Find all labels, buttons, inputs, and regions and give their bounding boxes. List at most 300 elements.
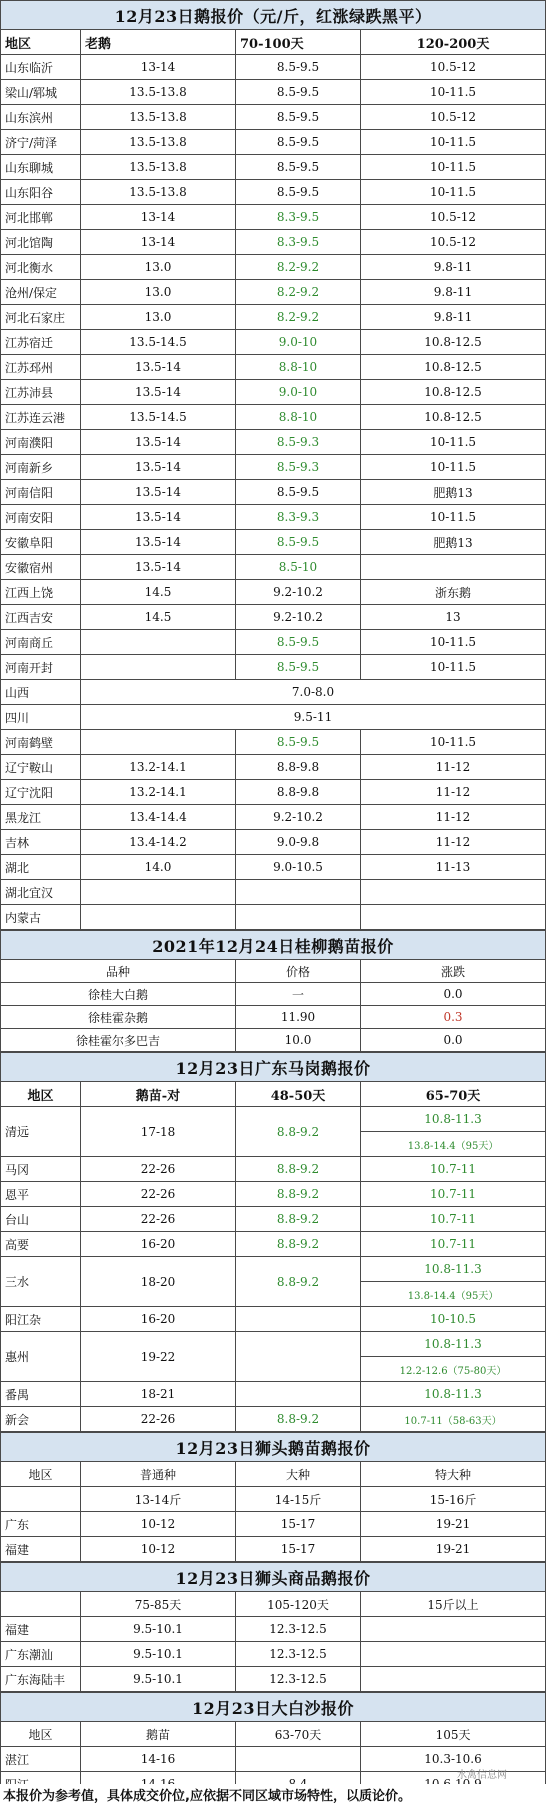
table-row	[1, 205, 546, 230]
old-goose-cell: 13.0	[81, 280, 236, 305]
price-cell	[236, 1747, 361, 1772]
d65-cell: 10-10.5	[361, 1307, 546, 1332]
old-goose-cell: 13.5-13.8	[81, 130, 236, 155]
merged-price-cell: 9.5-11	[81, 705, 546, 730]
old-goose-cell: 14.5	[81, 580, 236, 605]
d120-cell: 11-12	[361, 755, 546, 780]
d48-cell	[236, 1332, 361, 1382]
table-row	[1, 1537, 546, 1562]
section-title: 12月23日大白沙报价	[1, 1693, 546, 1722]
breed-cell: 徐桂大白鹅	[1, 983, 236, 1006]
d70-cell: 8.5-9.5	[236, 80, 361, 105]
table-row	[1, 1107, 546, 1132]
table-row	[1, 830, 546, 855]
old-goose-cell: 13.5-13.8	[81, 80, 236, 105]
d70-cell: 8.5-9.5	[236, 655, 361, 680]
old-goose-cell: 13.5-13.8	[81, 105, 236, 130]
d120-cell: 10.8-12.5	[361, 380, 546, 405]
region-cell: 山东临沂	[1, 55, 81, 80]
region-cell: 江苏连云港	[1, 405, 81, 430]
table-row	[1, 855, 546, 880]
header-row	[1, 1462, 546, 1487]
change-cell: 0.3	[361, 1006, 546, 1029]
old-goose-cell: 13-14	[81, 55, 236, 80]
table-row	[1, 105, 546, 130]
table-row	[1, 1257, 546, 1282]
table-row	[1, 130, 546, 155]
region-cell: 湛江	[1, 1747, 81, 1772]
d120-cell: 10-11.5	[361, 655, 546, 680]
d70-cell: 8.3-9.3	[236, 505, 361, 530]
old-goose-cell: 13.2-14.1	[81, 780, 236, 805]
d65-cell: 12.2-12.6（75-80天）	[361, 1357, 546, 1382]
d70-cell: 9.2-10.2	[236, 805, 361, 830]
price-cell: 13-14斤	[81, 1487, 236, 1512]
price-cell: 11.90	[236, 1006, 361, 1029]
gosling-cell: 18-20	[81, 1257, 236, 1307]
region-cell: 江苏宿迁	[1, 330, 81, 355]
table-row	[1, 1487, 546, 1512]
price-cell: 15-17	[236, 1512, 361, 1537]
d65-cell: 10.7-11	[361, 1232, 546, 1257]
d70-cell: 8.5-9.5	[236, 180, 361, 205]
table-row	[1, 880, 546, 905]
region-cell: 河南濮阳	[1, 430, 81, 455]
region-cell: 湖北宜汉	[1, 880, 81, 905]
column-header: 75-85天	[81, 1592, 236, 1617]
column-header	[1, 1592, 81, 1617]
old-goose-cell: 13.5-14	[81, 355, 236, 380]
column-header: 63-70天	[236, 1722, 361, 1747]
table-row	[1, 555, 546, 580]
column-header: 15斤以上	[361, 1592, 546, 1617]
table-row	[1, 1029, 546, 1052]
gosling-cell: 22-26	[81, 1207, 236, 1232]
gosling-cell: 22-26	[81, 1157, 236, 1182]
d120-cell: 13	[361, 605, 546, 630]
old-goose-cell	[81, 655, 236, 680]
d70-cell: 8.3-9.5	[236, 205, 361, 230]
table-row	[1, 983, 546, 1006]
price-cell: 9.5-10.1	[81, 1667, 236, 1692]
old-goose-cell: 13.5-14.5	[81, 405, 236, 430]
header-row	[1, 1722, 546, 1747]
table-row	[1, 1006, 546, 1029]
region-cell: 广东	[1, 1512, 81, 1537]
column-header: 品种	[1, 960, 236, 983]
d120-cell: 10-11.5	[361, 155, 546, 180]
region-cell: 三水	[1, 1257, 81, 1307]
d65-cell: 10.8-11.3	[361, 1332, 546, 1357]
d120-cell: 10.5-12	[361, 55, 546, 80]
table-row	[1, 1232, 546, 1257]
price-cell: 19-21	[361, 1512, 546, 1537]
section-title: 2021年12月24日桂柳鹅苗报价	[1, 931, 546, 960]
region-cell: 湖北	[1, 855, 81, 880]
region-cell: 惠州	[1, 1332, 81, 1382]
region-cell: 河北邯郸	[1, 205, 81, 230]
table-row	[1, 505, 546, 530]
table-row	[1, 1617, 546, 1642]
region-cell: 河南信阳	[1, 480, 81, 505]
d70-cell: 8.5-9.3	[236, 455, 361, 480]
price-cell: 10-12	[81, 1537, 236, 1562]
section-title: 12月23日狮头商品鹅报价	[1, 1563, 546, 1592]
table-row	[1, 1332, 546, 1357]
old-goose-cell: 13-14	[81, 230, 236, 255]
d120-cell: 11-12	[361, 805, 546, 830]
region-cell: 山西	[1, 680, 81, 705]
d70-cell	[236, 905, 361, 930]
price-cell: 9.5-10.1	[81, 1617, 236, 1642]
region-cell: 河北衡水	[1, 255, 81, 280]
region-cell: 河南安阳	[1, 505, 81, 530]
section-title: 12月23日广东马岗鹅报价	[1, 1053, 546, 1082]
price-cell	[361, 1642, 546, 1667]
d70-cell: 8.5-9.5	[236, 130, 361, 155]
old-goose-cell: 13.0	[81, 255, 236, 280]
table-row	[1, 80, 546, 105]
region-cell: 河南新乡	[1, 455, 81, 480]
table-row	[1, 530, 546, 555]
region-cell: 福建	[1, 1617, 81, 1642]
d120-cell: 9.8-11	[361, 280, 546, 305]
table-row	[1, 1642, 546, 1667]
old-goose-cell: 13.5-14	[81, 555, 236, 580]
table-row	[1, 1157, 546, 1182]
region-cell: 恩平	[1, 1182, 81, 1207]
gosling-cell: 22-26	[81, 1182, 236, 1207]
table-row	[1, 380, 546, 405]
d120-cell: 10.8-12.5	[361, 405, 546, 430]
region-cell: 梁山/郓城	[1, 80, 81, 105]
column-header: 地区	[1, 1462, 81, 1487]
price-cell: 9.5-10.1	[81, 1642, 236, 1667]
region-cell: 广东潮汕	[1, 1642, 81, 1667]
old-goose-cell: 13.5-13.8	[81, 180, 236, 205]
table-row	[1, 905, 546, 930]
d48-cell	[236, 1382, 361, 1407]
d120-cell	[361, 905, 546, 930]
price-cell: 15-17	[236, 1537, 361, 1562]
d120-cell	[361, 880, 546, 905]
d70-cell: 8.5-9.5	[236, 155, 361, 180]
gosling-cell: 18-21	[81, 1382, 236, 1407]
d48-cell: 8.8-9.2	[236, 1207, 361, 1232]
table-row	[1, 330, 546, 355]
d48-cell: 8.8-9.2	[236, 1157, 361, 1182]
price-cell	[361, 1617, 546, 1642]
region-cell: 山东阳谷	[1, 180, 81, 205]
price-cell: 12.3-12.5	[236, 1642, 361, 1667]
d120-cell: 10.5-12	[361, 105, 546, 130]
region-cell: 河北石家庄	[1, 305, 81, 330]
d70-cell	[236, 880, 361, 905]
d70-cell: 9.2-10.2	[236, 605, 361, 630]
section-title: 12月23日鹅报价（元/斤，红涨绿跌黑平）	[1, 1, 546, 30]
region-cell: 沧州/保定	[1, 280, 81, 305]
old-goose-cell	[81, 880, 236, 905]
d70-cell: 8.8-10	[236, 355, 361, 380]
dabaisha-table	[0, 1692, 546, 1797]
region-cell: 广东海陆丰	[1, 1667, 81, 1692]
price-cell: 12.3-12.5	[236, 1617, 361, 1642]
column-header: 120-200天	[361, 30, 546, 55]
region-cell: 福建	[1, 1537, 81, 1562]
d65-cell: 10.8-11.3	[361, 1382, 546, 1407]
d120-cell: 肥鹅13	[361, 480, 546, 505]
region-cell: 阳江杂	[1, 1307, 81, 1332]
table-row	[1, 1667, 546, 1692]
old-goose-cell: 13.0	[81, 305, 236, 330]
region-cell: 安徽阜阳	[1, 530, 81, 555]
price-cell: 10.3-10.6	[361, 1747, 546, 1772]
region-cell: 辽宁沈阳	[1, 780, 81, 805]
old-goose-cell: 13.4-14.2	[81, 830, 236, 855]
price-cell: 14-16	[81, 1747, 236, 1772]
d70-cell: 8.2-9.2	[236, 305, 361, 330]
price-cell: 14-15斤	[236, 1487, 361, 1512]
column-header: 普通种	[81, 1462, 236, 1487]
d70-cell: 8.8-10	[236, 405, 361, 430]
table-row	[1, 780, 546, 805]
d48-cell: 8.8-9.2	[236, 1107, 361, 1157]
d120-cell: 肥鹅13	[361, 530, 546, 555]
header-row	[1, 1592, 546, 1617]
old-goose-cell: 13.5-14	[81, 505, 236, 530]
column-header: 48-50天	[236, 1082, 361, 1107]
table-row	[1, 730, 546, 755]
region-cell: 内蒙古	[1, 905, 81, 930]
table-row	[1, 655, 546, 680]
old-goose-cell: 13.5-14.5	[81, 330, 236, 355]
region-cell: 江西吉安	[1, 605, 81, 630]
region-cell: 江苏沛县	[1, 380, 81, 405]
table-row	[1, 605, 546, 630]
table-row	[1, 405, 546, 430]
d70-cell: 8.5-9.5	[236, 480, 361, 505]
table-row	[1, 805, 546, 830]
d120-cell: 10.5-12	[361, 230, 546, 255]
d65-cell: 13.8-14.4（95天）	[361, 1282, 546, 1307]
price-cell: 15-16斤	[361, 1487, 546, 1512]
table-row	[1, 480, 546, 505]
section-title-row	[1, 1693, 546, 1722]
table-row	[1, 255, 546, 280]
old-goose-cell	[81, 905, 236, 930]
old-goose-cell: 13.5-14	[81, 480, 236, 505]
d120-cell: 10-11.5	[361, 180, 546, 205]
d70-cell: 8.2-9.2	[236, 255, 361, 280]
gosling-cell: 16-20	[81, 1307, 236, 1332]
region-cell: 四川	[1, 705, 81, 730]
gosling-cell: 19-22	[81, 1332, 236, 1382]
table-row	[1, 580, 546, 605]
d70-cell: 8.5-9.5	[236, 55, 361, 80]
old-goose-cell	[81, 730, 236, 755]
d70-cell: 9.2-10.2	[236, 580, 361, 605]
d70-cell: 9.0-9.8	[236, 830, 361, 855]
region-cell: 山东聊城	[1, 155, 81, 180]
region-cell	[1, 1487, 81, 1512]
price-cell	[361, 1667, 546, 1692]
price-cell: 10-12	[81, 1512, 236, 1537]
column-header: 105-120天	[236, 1592, 361, 1617]
old-goose-cell: 13.5-14	[81, 430, 236, 455]
d65-cell: 10.7-11（58-63天）	[361, 1407, 546, 1432]
table-row	[1, 1407, 546, 1432]
d120-cell	[361, 555, 546, 580]
price-cell: 10.0	[236, 1029, 361, 1052]
table-row	[1, 280, 546, 305]
d70-cell: 8.5-9.3	[236, 430, 361, 455]
region-cell: 吉林	[1, 830, 81, 855]
d120-cell: 10.8-12.5	[361, 330, 546, 355]
column-header: 70-100天	[236, 30, 361, 55]
table-row	[1, 755, 546, 780]
d65-cell: 10.8-11.3	[361, 1107, 546, 1132]
d48-cell: 8.8-9.2	[236, 1407, 361, 1432]
table-row	[1, 430, 546, 455]
region-cell: 番禺	[1, 1382, 81, 1407]
table-row	[1, 305, 546, 330]
price-cell: 一	[236, 983, 361, 1006]
table-row	[1, 1182, 546, 1207]
d70-cell: 8.8-9.8	[236, 755, 361, 780]
old-goose-cell: 13.5-14	[81, 530, 236, 555]
d120-cell: 11-12	[361, 830, 546, 855]
breed-cell: 徐桂霍杂鹅	[1, 1006, 236, 1029]
section-title-row	[1, 1433, 546, 1462]
price-cell: 19-21	[361, 1537, 546, 1562]
d120-cell: 10-11.5	[361, 130, 546, 155]
header-row	[1, 30, 546, 55]
column-header: 地区	[1, 1722, 81, 1747]
column-header: 地区	[1, 30, 81, 55]
table-row	[1, 355, 546, 380]
region-cell: 河南商丘	[1, 630, 81, 655]
d120-cell: 浙东鹅	[361, 580, 546, 605]
region-cell: 江苏邳州	[1, 355, 81, 380]
table-row	[1, 705, 546, 730]
d70-cell: 9.0-10.5	[236, 855, 361, 880]
column-header: 65-70天	[361, 1082, 546, 1107]
region-cell: 辽宁鞍山	[1, 755, 81, 780]
header-row	[1, 1082, 546, 1107]
column-header: 鹅苗	[81, 1722, 236, 1747]
gosling-cell: 17-18	[81, 1107, 236, 1157]
section-title-row	[1, 1, 546, 30]
old-goose-cell: 13.5-13.8	[81, 155, 236, 180]
region-cell: 河南鹤壁	[1, 730, 81, 755]
region-cell: 高要	[1, 1232, 81, 1257]
gosling-cell: 16-20	[81, 1232, 236, 1257]
d70-cell: 8.2-9.2	[236, 280, 361, 305]
d120-cell: 9.8-11	[361, 305, 546, 330]
d70-cell: 9.0-10	[236, 380, 361, 405]
region-cell: 黑龙江	[1, 805, 81, 830]
d48-cell: 8.8-9.2	[236, 1182, 361, 1207]
old-goose-cell: 14.0	[81, 855, 236, 880]
table-row	[1, 1382, 546, 1407]
table-row	[1, 1307, 546, 1332]
region-cell: 江西上饶	[1, 580, 81, 605]
guiliu-gosling-table	[0, 930, 546, 1052]
d120-cell: 9.8-11	[361, 255, 546, 280]
d120-cell: 10-11.5	[361, 455, 546, 480]
column-header: 鹅苗-对	[81, 1082, 236, 1107]
table-row	[1, 680, 546, 705]
d70-cell: 8.3-9.5	[236, 230, 361, 255]
d70-cell: 8.5-9.5	[236, 630, 361, 655]
d48-cell: 8.8-9.2	[236, 1257, 361, 1307]
old-goose-cell	[81, 630, 236, 655]
region-cell: 马冈	[1, 1157, 81, 1182]
column-header: 特大种	[361, 1462, 546, 1487]
header-row	[1, 960, 546, 983]
column-header: 大种	[236, 1462, 361, 1487]
d120-cell: 10-11.5	[361, 505, 546, 530]
d120-cell: 10-11.5	[361, 80, 546, 105]
section-title-row	[1, 931, 546, 960]
d70-cell: 8.5-9.5	[236, 530, 361, 555]
table-row	[1, 180, 546, 205]
table-row	[1, 455, 546, 480]
d65-cell: 10.7-11	[361, 1157, 546, 1182]
change-cell: 0.0	[361, 1029, 546, 1052]
old-goose-cell: 13.5-14	[81, 455, 236, 480]
table-row	[1, 55, 546, 80]
column-header: 105天	[361, 1722, 546, 1747]
old-goose-cell: 13.4-14.4	[81, 805, 236, 830]
price-cell: 12.3-12.5	[236, 1667, 361, 1692]
column-header: 涨跌	[361, 960, 546, 983]
column-header: 地区	[1, 1082, 81, 1107]
footer-note: 本报价为参考值，具体成交价位,应依据不同区域市场特性，以质论价。	[0, 1784, 547, 1810]
region-cell: 清远	[1, 1107, 81, 1157]
old-goose-cell: 13.2-14.1	[81, 755, 236, 780]
table-row	[1, 230, 546, 255]
region-cell: 山东滨州	[1, 105, 81, 130]
d120-cell: 10-11.5	[361, 730, 546, 755]
d120-cell: 10.5-12	[361, 205, 546, 230]
d120-cell: 10.8-12.5	[361, 355, 546, 380]
magang-goose-table	[0, 1052, 546, 1432]
d65-cell: 10.7-11	[361, 1207, 546, 1232]
merged-price-cell: 7.0-8.0	[81, 680, 546, 705]
d120-cell: 11-13	[361, 855, 546, 880]
d70-cell: 8.5-9.5	[236, 105, 361, 130]
d120-cell: 10-11.5	[361, 430, 546, 455]
region-cell: 河北馆陶	[1, 230, 81, 255]
region-cell: 新会	[1, 1407, 81, 1432]
section-title-row	[1, 1053, 546, 1082]
old-goose-cell: 13.5-14	[81, 380, 236, 405]
d70-cell: 9.0-10	[236, 330, 361, 355]
column-header: 价格	[236, 960, 361, 983]
shitou-goose-table	[0, 1562, 546, 1692]
d70-cell: 8.5-10	[236, 555, 361, 580]
shitou-gosling-table	[0, 1432, 546, 1562]
d65-cell: 13.8-14.4（95天）	[361, 1132, 546, 1157]
table-row	[1, 155, 546, 180]
region-cell: 台山	[1, 1207, 81, 1232]
old-goose-cell: 14.5	[81, 605, 236, 630]
change-cell: 0.0	[361, 983, 546, 1006]
breed-cell: 徐桂霍尔多巴吉	[1, 1029, 236, 1052]
region-cell: 河南开封	[1, 655, 81, 680]
d120-cell: 10-11.5	[361, 630, 546, 655]
